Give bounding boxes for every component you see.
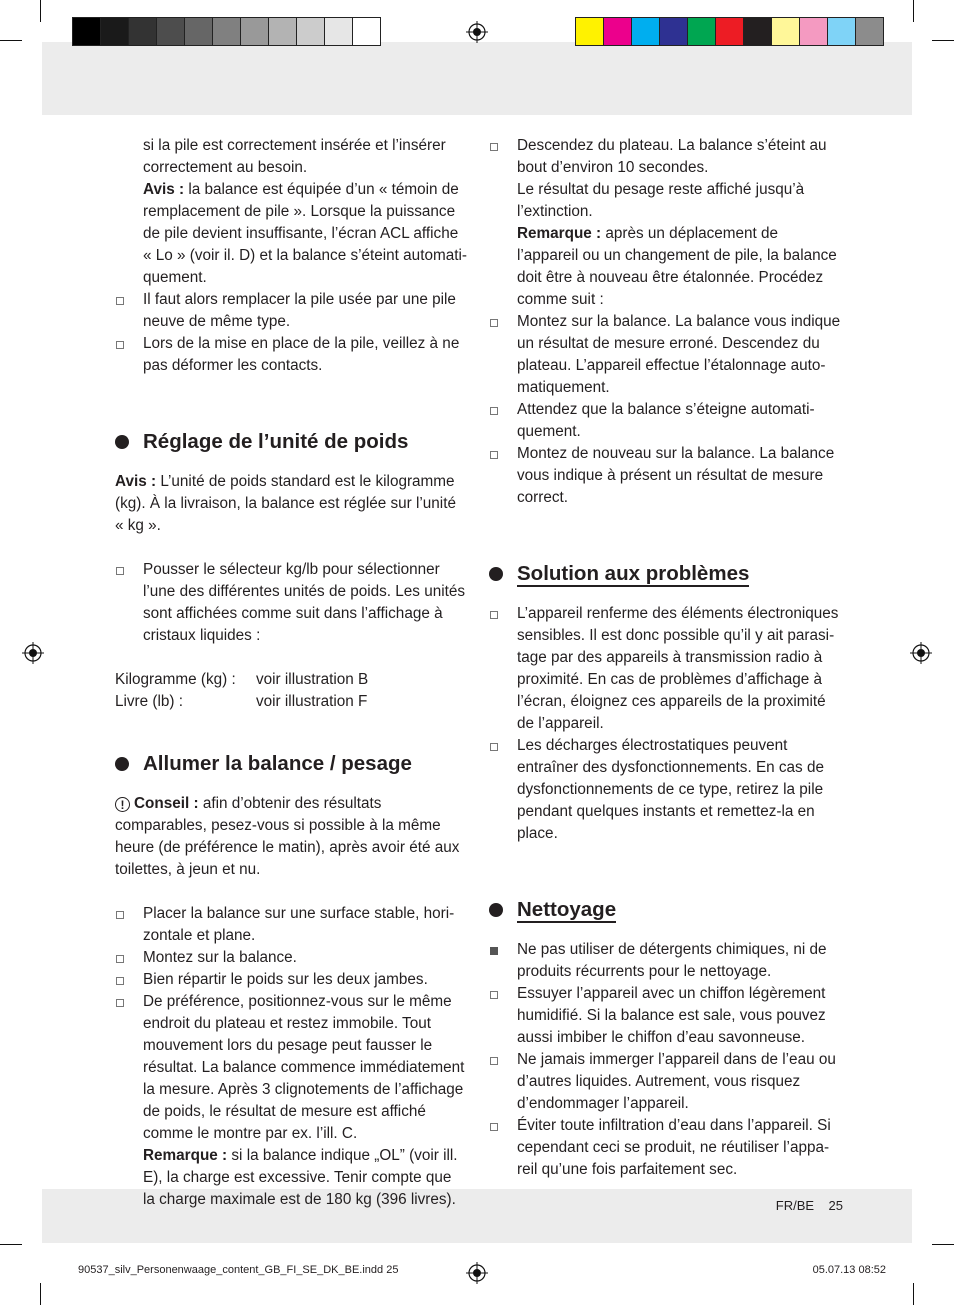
color-swatch	[324, 17, 353, 46]
registration-mark-icon	[466, 21, 488, 43]
unit-value: voir illustration F	[256, 693, 368, 710]
text: Placer la balance sur une surface stable, horizontale et plane.	[143, 905, 455, 944]
crop-mark	[932, 40, 954, 41]
color-swatch	[771, 17, 800, 46]
notice-text: L’unité de poids standard est le kilogramme (kg). À la livraison, la balance est réglée sur l’unité « kg ».	[115, 473, 456, 534]
bullet-dot-icon	[115, 435, 129, 449]
list-item	[489, 983, 841, 1049]
checkbox-bullet-icon	[490, 1123, 498, 1131]
checkbox-bullet-icon	[490, 991, 498, 999]
list-item	[489, 1115, 841, 1181]
tip	[115, 793, 467, 881]
process-color-bar	[575, 17, 883, 46]
text: Montez de nouveau sur la balance. La balance vous indique à présent un résultat de mesure correct.	[517, 445, 835, 506]
checkbox-bullet-icon	[490, 743, 498, 751]
color-swatch	[296, 17, 325, 46]
notice-label: Avis :	[143, 181, 185, 198]
color-swatch	[184, 17, 213, 46]
checkbox-bullet-icon	[116, 977, 124, 985]
crop-mark	[913, 0, 914, 22]
color-swatch	[855, 17, 884, 46]
tip-text: afin d’obtenir des résultats comparables, pesez-vous si possible à la même heure (de préférence le matin), après avoir été aux toilettes, à jeun et nu.	[115, 795, 460, 878]
text: De préférence, positionnez-vous sur le même endroit du plateau et restez immobile. Tout mouvement lors du pesage peut fausser le résultat. La balance commence immédiatement la mesure. Après 3 clignotements de l’affichage de poids, le résultat de mesure est affiché comme le montre par ex. l’ill. C.	[143, 993, 465, 1142]
section-heading	[489, 561, 841, 587]
checkbox-bullet-icon	[116, 341, 124, 349]
list-item	[489, 603, 841, 735]
checkbox-bullet-icon	[116, 297, 124, 305]
text: Attendez que la balance s’éteigne automatiquement.	[517, 401, 815, 440]
color-swatch	[715, 17, 744, 46]
registration-mark-icon	[910, 642, 932, 664]
list-item	[115, 903, 467, 947]
color-swatch	[743, 17, 772, 46]
crop-mark	[40, 0, 41, 22]
list-item	[489, 135, 841, 179]
list-item	[115, 559, 467, 647]
slug-filename: 90537_silv_Personenwaage_content_GB_FI_SE_DK_BE.indd 25	[78, 1264, 399, 1276]
list-item	[115, 991, 467, 1145]
notice-text: la balance est équipée d’un « témoin de remplacement de pile ». Lorsque la puissance de pile devient insuffisante, l’écran ACL affiche « Lo » (voir il. D) et la balance s’éteint automatiquement.	[143, 181, 467, 286]
crop-mark	[40, 1283, 41, 1305]
remark-text: si la balance indique „OL” (voir ill. E), la charge est excessive. Tenir compte que la charge maximale est de 180 kg (396 livres).	[143, 1147, 458, 1208]
list-item	[115, 289, 467, 333]
tip-label: Conseil :	[134, 795, 199, 812]
heading-text: Nettoyage	[517, 898, 617, 921]
unit-value: voir illustration B	[256, 671, 369, 688]
section-heading	[489, 897, 841, 923]
crop-mark	[0, 40, 22, 41]
bullet-dot-icon	[115, 757, 129, 771]
bullet-dot-icon	[489, 903, 503, 917]
bullet-dot-icon	[489, 567, 503, 581]
right-column	[489, 135, 841, 1181]
unit-row	[115, 669, 467, 691]
list-item	[115, 969, 467, 991]
language-code: FR/BE	[775, 1198, 815, 1213]
text: L’appareil renferme des éléments électroniques sensibles. Il est donc possible qu’il y ait parasitage par des appareils à transmission radio à proximité. En cas de problèmes d’affichage à l’écran, éloignez ces appareils de la proximité de l’appareil.	[517, 605, 839, 732]
color-swatch	[212, 17, 241, 46]
text: Bien répartir le poids sur les deux jambes.	[143, 971, 428, 988]
list-item	[489, 1049, 841, 1115]
text: Lors de la mise en place de la pile, veillez à ne pas déformer les contacts.	[143, 335, 460, 374]
color-swatch	[799, 17, 828, 46]
filled-square-bullet-icon	[490, 947, 498, 955]
color-swatch	[100, 17, 129, 46]
page-footer	[776, 1198, 843, 1213]
text: Les décharges électrostatiques peuvent entraîner des dysfonctionnements. En cas de dysfonctionnements de ce type, retirez la pile pendant quelques instants et remettez-la en place.	[517, 737, 824, 842]
heading-text: Solution aux problèmes	[517, 562, 750, 585]
color-swatch	[631, 17, 660, 46]
color-swatch	[659, 17, 688, 46]
unit-label: Kilogramme (kg) :	[115, 671, 236, 688]
notice	[115, 471, 467, 537]
color-swatch	[687, 17, 716, 46]
color-swatch	[268, 17, 297, 46]
checkbox-bullet-icon	[116, 567, 124, 575]
remark	[115, 1145, 467, 1211]
list-item	[489, 311, 841, 399]
list-item	[489, 443, 841, 509]
color-swatch	[603, 17, 632, 46]
remark-label: Remarque :	[517, 225, 602, 242]
slug-date: 05.07.13 08:52	[812, 1264, 886, 1276]
left-column	[115, 135, 467, 1211]
notice-label: Avis :	[115, 473, 157, 490]
checkbox-bullet-icon	[490, 407, 498, 415]
color-swatch	[827, 17, 856, 46]
text: si la pile est correctement insérée et l’insérer correctement au besoin.	[143, 137, 446, 176]
checkbox-bullet-icon	[116, 999, 124, 1007]
crop-mark	[913, 1283, 914, 1305]
text: Pousser le sélecteur kg/lb pour sélectionner l’une des différentes unités de poids. Les unités sont affichées comme suit dans l’affichage à cristaux liquides :	[143, 561, 466, 644]
remark-text: après un déplacement de l’appareil ou un changement de pile, la balance doit être à nouveau être étalonnée. Procédez comme suit :	[517, 225, 837, 308]
text: Le résultat du pesage reste affiché jusqu’à l’extinction.	[517, 181, 805, 220]
text: Descendez du plateau. La balance s’éteint au bout d’environ 10 secondes.	[517, 137, 827, 176]
paragraph	[115, 135, 467, 179]
checkbox-bullet-icon	[490, 611, 498, 619]
text: Il faut alors remplacer la pile usée par une pile neuve de même type.	[143, 291, 456, 330]
list-item	[115, 333, 467, 377]
page-number: 25	[828, 1198, 843, 1213]
crop-mark	[932, 1244, 954, 1245]
text: Éviter toute infiltration d’eau dans l’appareil. Si cependant ceci se produit, ne réutiliser l’appareil qu’une fois parfaitement sec.	[517, 1117, 831, 1178]
registration-mark-icon	[22, 642, 44, 664]
crop-mark	[0, 1244, 22, 1245]
list-item	[489, 399, 841, 443]
checkbox-bullet-icon	[490, 1057, 498, 1065]
checkbox-bullet-icon	[490, 143, 498, 151]
header-band	[42, 42, 912, 115]
list-item	[115, 947, 467, 969]
remark-label: Remarque :	[143, 1147, 228, 1164]
checkbox-bullet-icon	[490, 451, 498, 459]
paragraph	[489, 179, 841, 223]
list-item	[489, 735, 841, 845]
unit-label: Livre (lb) :	[115, 693, 183, 710]
text: Essuyer l’appareil avec un chiffon légèrement humidifié. Si la balance est sale, vous pouvez aussi imbiber le chiffon d’eau savonneuse.	[517, 985, 826, 1046]
text: Ne jamais immerger l’appareil dans de l’eau ou d’autres liquides. Autrement, vous risquez d’endommager l’appareil.	[517, 1051, 836, 1112]
warning-icon: !	[115, 797, 130, 812]
color-swatch	[72, 17, 101, 46]
text: Montez sur la balance. La balance vous indique un résultat de mesure erroné. Descendez du plateau. L’appareil effectue l’étalonnage automatiquement.	[517, 313, 841, 396]
remark	[489, 223, 841, 311]
color-swatch	[352, 17, 381, 46]
color-swatch	[128, 17, 157, 46]
checkbox-bullet-icon	[116, 911, 124, 919]
section-heading	[115, 751, 467, 777]
gray-color-bar	[72, 17, 380, 46]
registration-mark-icon	[466, 1262, 488, 1284]
text: Montez sur la balance.	[143, 949, 297, 966]
color-swatch	[575, 17, 604, 46]
section-heading	[115, 429, 467, 455]
heading-text: Allumer la balance / pesage	[143, 752, 412, 775]
color-swatch	[156, 17, 185, 46]
heading-text: Réglage de l’unité de poids	[143, 430, 409, 453]
notice	[115, 179, 467, 289]
unit-row	[115, 691, 467, 713]
color-swatch	[240, 17, 269, 46]
checkbox-bullet-icon	[490, 319, 498, 327]
text: Ne pas utiliser de détergents chimiques, ni de produits récurrents pour le nettoyage.	[517, 941, 827, 980]
list-item	[489, 939, 841, 983]
checkbox-bullet-icon	[116, 955, 124, 963]
